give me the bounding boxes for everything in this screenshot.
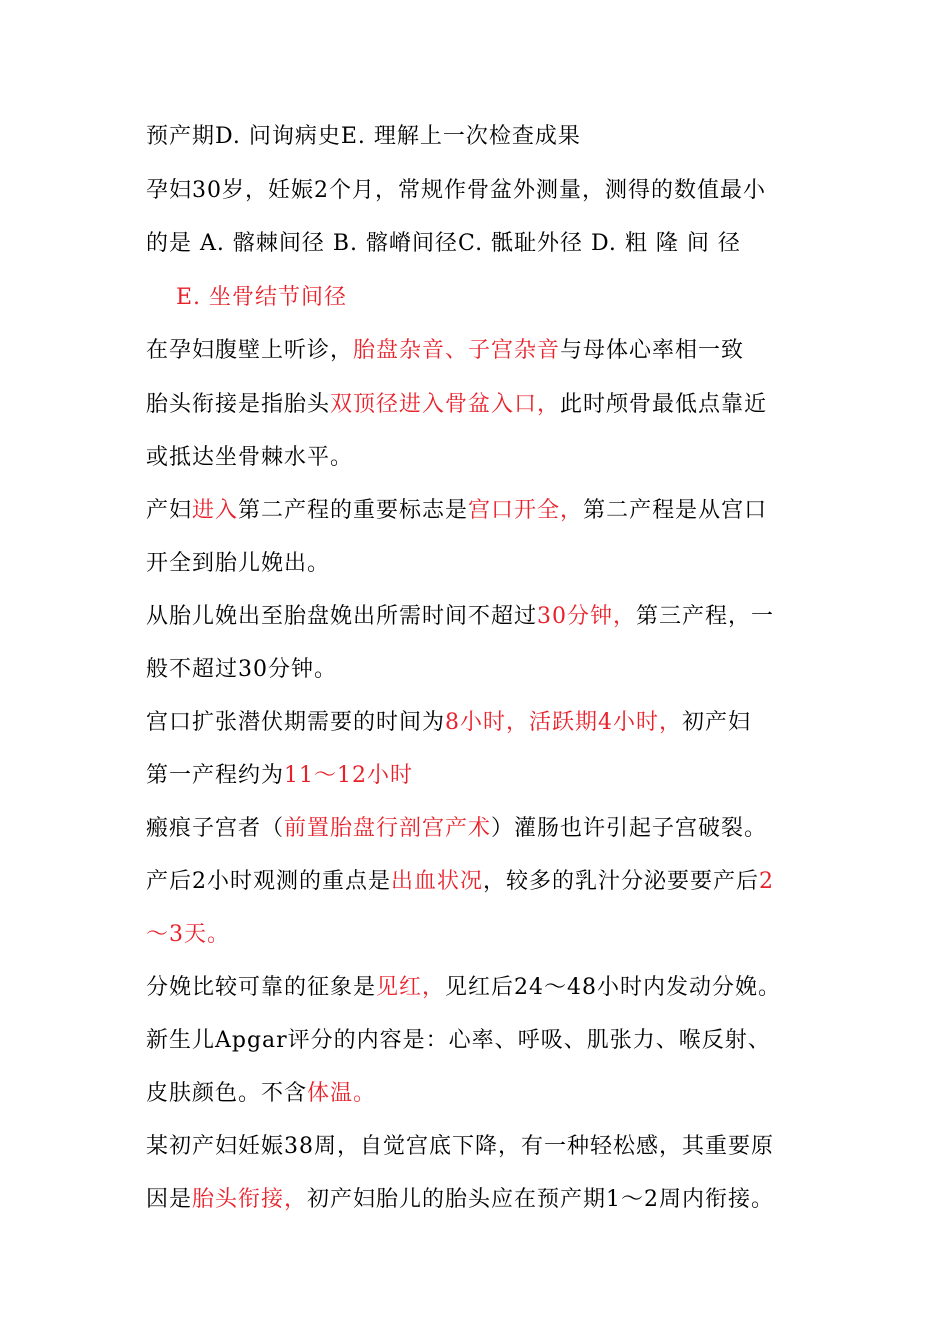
answer-highlight: 宫口开全， xyxy=(468,498,584,523)
answer-highlight: 30分钟， xyxy=(537,604,637,629)
text-segment: 的是 A. 髂棘间径 B. 髂嵴间径C. 骶耻外径 D. 粗 隆 间 径 xyxy=(146,231,741,256)
text-segment: 某初产妇妊娠38周，自觉宫底下降，有一种轻松感，其重要原 xyxy=(146,1134,774,1159)
text-segment: 或抵达坐骨棘水平。 xyxy=(146,445,354,470)
text-line xyxy=(146,867,814,897)
text-line xyxy=(146,814,814,844)
answer-highlight: 见红， xyxy=(376,975,446,1000)
text-segment: 第二产程的重要标志是 xyxy=(238,498,469,523)
text-line xyxy=(146,496,814,526)
answer-highlight: 出血状况 xyxy=(391,869,484,894)
text-line xyxy=(146,655,814,685)
answer-highlight: 11～12小时 xyxy=(284,763,414,788)
text-line xyxy=(146,229,814,259)
answer-highlight: 双顶径进入骨盆入口， xyxy=(330,392,561,417)
text-line xyxy=(146,1079,814,1109)
text-segment: 第三产程，一 xyxy=(636,604,775,629)
text-segment: 分娩比较可靠的征象是 xyxy=(146,975,377,1000)
text-line xyxy=(176,283,844,313)
text-line xyxy=(146,973,814,1003)
text-segment: 因是 xyxy=(146,1187,193,1212)
text-line xyxy=(146,708,814,738)
text-segment: 在孕妇腹壁上听诊， xyxy=(146,338,354,363)
text-segment: 孕妇30岁，妊娠2个月，常规作骨盆外测量，测得的数值最小 xyxy=(146,178,766,203)
text-segment: 预产期D. 问询病史E. 理解上一次检查成果 xyxy=(146,124,581,149)
text-segment: 第二产程是从宫口 xyxy=(583,498,768,523)
text-line xyxy=(146,920,814,950)
answer-highlight: 胎盘杂音、子宫杂音 xyxy=(353,338,561,363)
text-line xyxy=(146,1132,814,1162)
text-segment: 宫口扩张潜伏期需要的时间为 xyxy=(146,710,446,735)
text-line xyxy=(146,1185,814,1215)
text-segment: 第一产程约为 xyxy=(146,763,285,788)
answer-highlight: 体温。 xyxy=(307,1081,377,1106)
text-segment: 般不超过30分钟。 xyxy=(146,657,337,682)
answer-highlight: E. 坐骨结节间径 xyxy=(176,285,348,310)
text-segment: 产后2小时观测的重点是 xyxy=(146,869,391,894)
answer-highlight: 前置胎盘行剖宫产术 xyxy=(284,816,492,841)
text-line xyxy=(146,761,814,791)
text-line xyxy=(146,336,814,366)
text-segment: ，较多的乳汁分泌要要产后 xyxy=(483,869,760,894)
text-segment: 此时颅骨最低点靠近 xyxy=(560,392,768,417)
text-segment: 与母体心率相一致 xyxy=(560,338,745,363)
answer-highlight: 2 xyxy=(759,869,775,894)
text-segment: 胎头衔接是指胎头 xyxy=(146,392,331,417)
text-line xyxy=(146,549,814,579)
answer-highlight: ～3天。 xyxy=(146,922,230,947)
text-segment: 瘢痕子宫者（ xyxy=(146,816,285,841)
text-line xyxy=(146,122,814,152)
text-line xyxy=(146,390,814,420)
text-segment: 见红后24～48小时内发动分娩。 xyxy=(445,975,782,1000)
answer-highlight: 胎头衔接， xyxy=(192,1187,308,1212)
answer-highlight: 8小时，活跃期4小时， xyxy=(445,710,683,735)
text-segment: ）灌肠也许引起子宫破裂。 xyxy=(491,816,768,841)
text-line xyxy=(146,176,814,206)
text-segment: 从胎儿娩出至胎盘娩出所需时间不超过 xyxy=(146,604,538,629)
text-segment: 初产妇 xyxy=(682,710,752,735)
text-line xyxy=(146,443,814,473)
answer-highlight: 进入 xyxy=(192,498,239,523)
text-segment: 开全到胎儿娩出。 xyxy=(146,551,331,576)
text-line xyxy=(146,1026,814,1056)
text-line xyxy=(146,602,814,632)
text-segment: 初产妇胎儿的胎头应在预产期1～2周内衔接。 xyxy=(307,1187,775,1212)
text-segment: 产妇 xyxy=(146,498,193,523)
text-segment: 新生儿Apgar评分的内容是：心率、呼吸、肌张力、喉反射、 xyxy=(146,1028,771,1053)
text-segment: 皮肤颜色。不含 xyxy=(146,1081,308,1106)
